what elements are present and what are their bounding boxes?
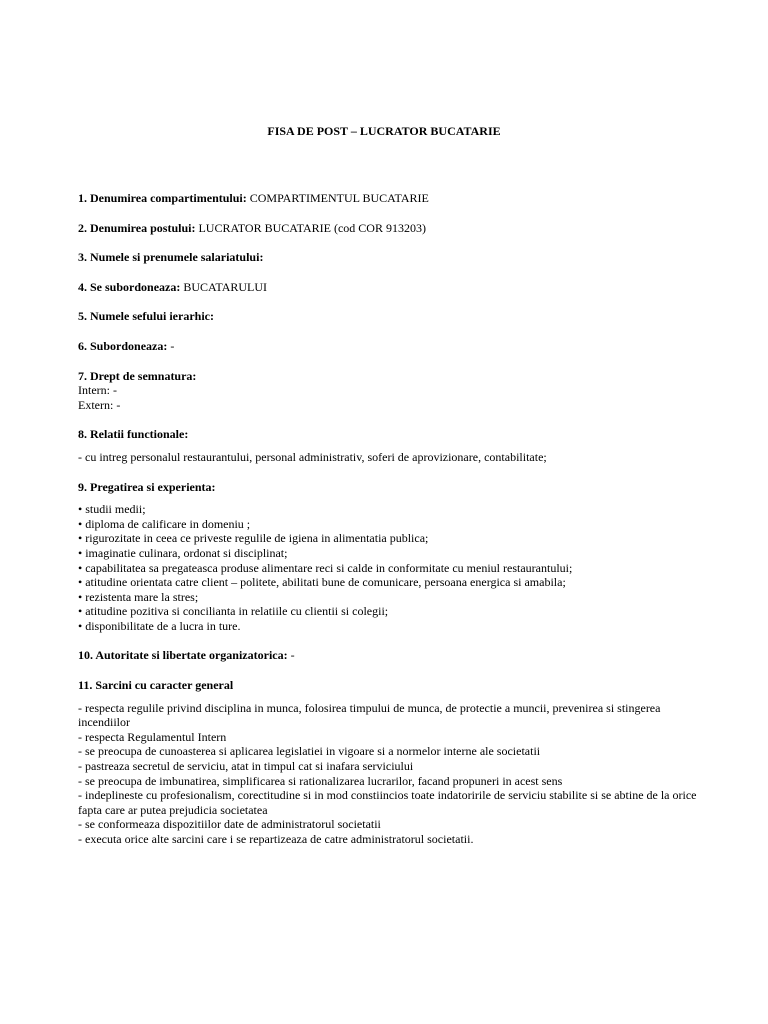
list-item: - respecta regulile privind disciplina in munca, folosirea timpului de munca, de protectie a muncii, prevenirea si stingerea incendiilor [78, 700, 661, 730]
section-8 [78, 427, 704, 464]
section-5-label: 5. Numele sefului ierarhic: [78, 309, 214, 324]
list-item: - se conformeaza dispozitiilor date de administratorul societatii [78, 817, 381, 832]
list-item: • rezistenta mare la stres; [78, 589, 199, 604]
list-item: • rigurozitate in ceea ce priveste regulile de igiena in alimentatia publica; [78, 531, 429, 546]
section-2 [78, 221, 704, 236]
list-item: • atitudine orientata catre client – politete, abilitati bune de comunicare, persoana energica si amabila; [78, 575, 566, 590]
list-item: • disponibilitate de a lucra in ture. [78, 618, 241, 633]
section-1-value: COMPARTIMENTUL BUCATARIE [246, 191, 429, 205]
section-11-list [78, 701, 704, 847]
section-4-label: 4. Se subordoneaza: [78, 279, 181, 294]
section-7-intern: Intern: - [78, 383, 117, 398]
section-1 [78, 191, 704, 206]
section-4-value: BUCATARULUI [180, 279, 268, 294]
list-item: - indeplineste cu profesionalism, corectitudine si in mod constiincios toate indatoririle de serviciu stabilite si se abtine de la orice fapta care ar putea prejudicia societatea [78, 788, 697, 817]
section-9 [78, 480, 704, 634]
document-title: FISA DE POST – LUCRATOR BUCATARIE [267, 124, 501, 138]
list-item: • diploma de calificare in domeniu ; [78, 516, 251, 531]
section-9-list [78, 502, 704, 633]
section-8-text: - cu intreg personalul restaurantului, personal administrativ, soferi de aprovizionare, contabilitate; [78, 449, 547, 464]
list-item: - respecta Regulamentul Intern [78, 729, 227, 744]
list-item: - executa orice alte sarcini care i se repartizeaza de catre administratorul societatii. [78, 832, 474, 846]
section-2-label: 2. Denumirea postului: [78, 220, 196, 235]
section-11-label: 11. Sarcini cu caracter general [78, 678, 234, 693]
section-7-extern: Extern: - [78, 397, 121, 412]
section-8-label: 8. Relatii functionale: [78, 427, 189, 442]
list-item: - se preocupa de imbunatirea, simplificarea si rationalizarea lucrarilor, facand propuneri in acest sens [78, 773, 563, 788]
section-1-label: 1. Denumirea compartimentului: [78, 191, 247, 205]
list-item: • imaginatie culinara, ordonat si disciplinat; [78, 545, 288, 560]
section-7-label: 7. Drept de semnatura: [78, 368, 197, 383]
list-item: - pastreaza secretul de serviciu, atat in timpul cat si inafara serviciului [78, 759, 414, 774]
section-4 [78, 280, 704, 295]
section-3-label: 3. Numele si prenumele salariatului: [78, 250, 264, 265]
section-2-value: LUCRATOR BUCATARIE (cod COR 913203) [195, 220, 426, 235]
document-body [78, 191, 704, 847]
list-item: • studii medii; [78, 502, 146, 517]
section-6 [78, 339, 704, 354]
section-7 [78, 369, 704, 413]
section-10 [78, 648, 704, 663]
section-10-label: 10. Autoritate si libertate organizatorica: [78, 648, 288, 663]
section-5 [78, 309, 704, 324]
section-6-label: 6. Subordoneaza: [78, 338, 168, 353]
section-3 [78, 250, 704, 265]
list-item: • capabilitatea sa pregateasca produse alimentare reci si calde in conformitate cu meniul restaurantului; [78, 560, 573, 575]
section-9-label: 9. Pregatirea si experienta: [78, 479, 216, 494]
section-6-value: - [167, 338, 175, 353]
section-10-value: - [287, 648, 295, 663]
list-item: - se preocupa de cunoasterea si aplicarea legislatiei in vigoare si a normelor interne ale societatii [78, 744, 541, 759]
list-item: • atitudine pozitiva si concilianta in relatiile cu clientii si colegii; [78, 604, 389, 619]
section-11 [78, 678, 704, 847]
